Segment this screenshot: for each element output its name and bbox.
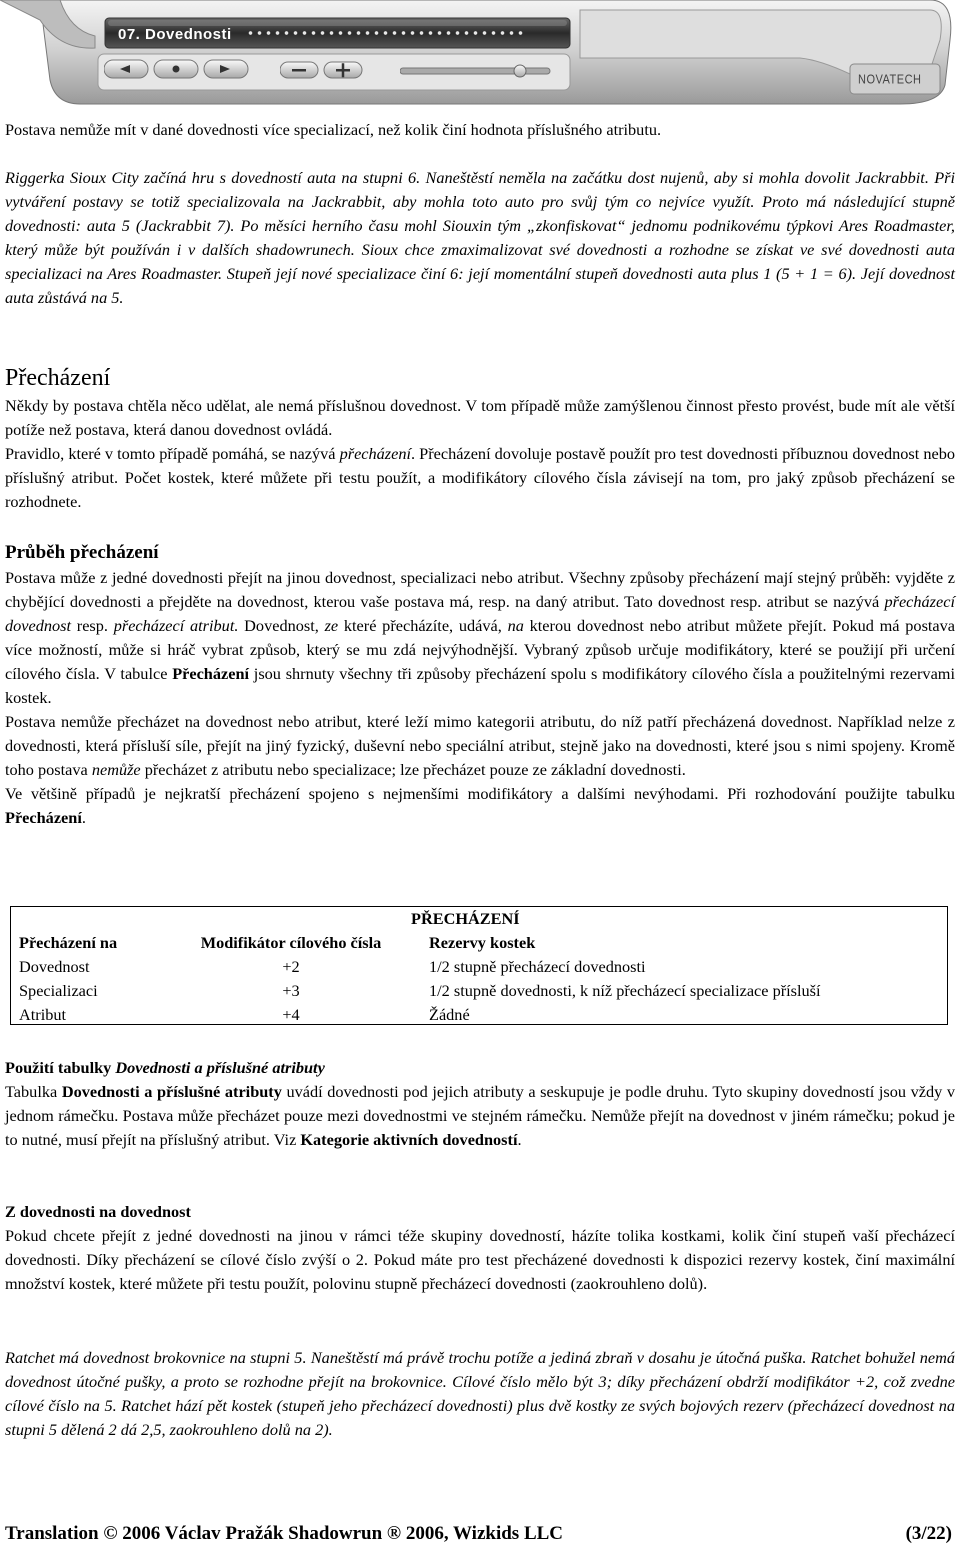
- slider-knob[interactable]: [514, 65, 526, 77]
- table-cell: +3: [282, 981, 300, 1000]
- volume-controls: [280, 60, 370, 84]
- brand-logo: NOVATECH: [858, 72, 922, 88]
- table-cell: 1/2 stupně dovednosti, k níž přecházecí specializace přísluší: [429, 981, 821, 1000]
- header-graphic: [0, 0, 960, 108]
- zdovednosti-example-box: [5, 1346, 955, 1442]
- table-header-row: [19, 931, 947, 955]
- page-number: (3/22): [905, 1523, 952, 1544]
- section-heading-prechazeni: Přecházení: [5, 365, 111, 391]
- page-footer: [5, 1522, 952, 1546]
- intro-example: Riggerka Sioux City začíná hru s dovedností auta na stupni 6. Naneštěstí neměla na začátku dost nujenů, aby si mohla dovolit Jackrabbit. Při vytváření postavy se totiž specializovala na Jackrabbit, aby mohla toto auto pro svůj tým co nejvíce využít. Proto má následující stupně dovednosti: auta 5 (Jackrabbit 7). Po měsíci herního času mohl Siouxin tým „zkonfiskovat“ jednomu podnikovému týpkovi Ares Roadmaster, který může být používán i v dalších shadowrunech. Sioux chce zmaximalizovat své dovednosti a rozhodne se získat ve své dovednosti auta specializaci na Ares Roadmaster. Stupeň její nové specializace činí 6: její momentální stupeň dovednosti auta plus 1 (5 + 1 = 6). Její dovednost auta zůstává na 5.: [5, 168, 955, 307]
- zdovednosti-heading: Z dovednosti na dovednost: [5, 1202, 191, 1221]
- intro-example-box: [5, 166, 955, 310]
- table-caption: PŘECHÁZENÍ: [411, 909, 520, 928]
- table-cell: 1/2 stupně přecházecí dovednosti: [429, 957, 646, 976]
- table-cell: Dovednost: [19, 957, 90, 976]
- table-row: [19, 1003, 947, 1027]
- prechazeni-table: [10, 906, 948, 1025]
- slider-track[interactable]: [400, 62, 560, 82]
- intro-section: [5, 118, 955, 142]
- table-row: [19, 955, 947, 979]
- footer-copyright: Translation © 2006 Václav Pražák Shadowrun ® 2006, Wizkids LLC: [5, 1523, 564, 1544]
- prechazeni-p2: Pravidlo, které v tomto případě pomáhá, se nazývá přecházení. Přecházení dovoluje postavě použít pro test dovednosti příbuznou dovednost nebo příslušný atribut. Počet kostek, které můžete při testu použít, a modifikátory cílového čísla závisejí na tom, pro jaký způsob přecházení se rozhodnete.: [5, 444, 955, 511]
- stop-icon: [173, 66, 180, 73]
- playback-controls: [104, 58, 254, 82]
- intro-rule: Postava nemůže mít v dané dovednosti více specializací, než kolik činí hodnota příslušného atributu.: [5, 120, 662, 139]
- table-cell: +4: [282, 1005, 300, 1024]
- table-header-cell: Rezervy kostek: [429, 933, 536, 952]
- zdovednosti-section: [5, 1200, 955, 1296]
- table-header-cell: Přecházení na: [19, 933, 118, 952]
- zdovednosti-example: Ratchet má dovednost brokovnice na stupni 5. Naneštěstí má právě trochu potíže a jediná zbraň v dosahu je útočná puška. Ratchet bohužel nemá dovednost útočné pušky, a proto se rozhodne přejít na brokovnice. Cílové číslo mělo být 3; díky přecházení obdrží modifikátor +2, což zvedne cílové číslo na 5. Ratchet hází pět kostek (stupeň jeho přecházecí dovednosti) plus dvě kostky ze svých bojových rezerv (přecházecí dovednost na stupni 5 dělená 2 dá 2,5, zaokrouhleno dolů na 2).: [5, 1348, 955, 1439]
- prubeh-p1: Postava může z jedné dovednosti přejít na jinou dovednost, specializaci nebo atribut. Všechny způsoby přecházení mají stejný průběh: vyjděte z chybějící dovednosti a přejděte na dovednost, kterou vaše postava má, resp. na daný atribut. Tato dovednost resp. atribut se nazývá přecházecí dovednost resp. přecházecí atribut. Dovednost, ze které přecházíte, udává, na kterou dovednost nebo atribut můžete přejít. Pokud má postava více možností, může si hráč vybrat způsob, který se mu zdá nejvýhodnější. Vybraný způsob určuje modifikátory, které se použijí při určení cílového čísla. V tabulce Přecházení jsou shrnuty všechny tři způsoby přecházení spolu s modifikátory cílového čísla a použitelnými rezervami kostek.: [5, 568, 956, 707]
- table-row: [19, 979, 947, 1003]
- table-header-cell: Modifikátor cílového čísla: [200, 933, 382, 952]
- table-cell: Žádné: [429, 1005, 470, 1024]
- table-cell: Specializaci: [19, 981, 98, 1000]
- table-cell: +2: [282, 957, 300, 976]
- minus-icon: [292, 69, 306, 72]
- pouziti-heading: Použití tabulky Dovednosti a příslušné atributy: [5, 1058, 325, 1077]
- table-cell: Atribut: [19, 1005, 67, 1024]
- prubeh-body: [5, 566, 955, 830]
- prechazeni-body: [5, 394, 955, 514]
- pouziti-p1: Tabulka Dovednosti a příslušné atributy uvádí dovednosti pod jejich atributy a seskupuje je podle druhu. Tyto skupiny dovedností jsou vždy v jednom rámečku. Postava může přecházet pouze mezi dovednostmi ve stejném rámečku. Nemůže přejít na dovednost v jiném rámečku; pokud je to nutné, musí přejít na příslušný atribut. Viz Kategorie aktivních dovedností.: [5, 1082, 955, 1149]
- prubeh-p2: Postava nemůže přecházet na dovednost nebo atribut, které leží mimo kategorii atributu, do níž patří přecházená dovednost. Například nelze z dovednosti, která přísluší síle, přejít na jiný fyzický, duševní nebo speciální atribut, stejně jako na dovednosti, které jsou s nimi spojeny. Kromě toho postava nemůže přecházet z atributu nebo specializace; lze přecházet pouze ze základní dovednosti.: [5, 712, 955, 779]
- prubeh-p3: Ve většině případů je nejkratší přecházení spojeno s nejmenšími modifikátory a dalšími nevýhodami. Při rozhodování použijte tabulku Přecházení.: [5, 784, 955, 827]
- prechazeni-p1: Někdy by postava chtěla něco udělat, ale nemá příslušnou dovednost. V tom případě může zamýšlenou činnost přesto provést, bude mít ale větší potíže než postava, která danou dovednost ovládá.: [5, 396, 955, 439]
- title-dots: [246, 27, 526, 39]
- chapter-title: 07. Dovednosti: [118, 26, 232, 43]
- device-frame-graphic: [0, 0, 960, 108]
- pouziti-section: [5, 1056, 955, 1152]
- zdovednosti-p1: Pokud chcete přejít z jedné dovednosti na jinou v rámci téže skupiny dovedností, házíte tolika kostkami, kolik činí stupeň vaší přecházecí dovednosti. Díky přecházení se cílové číslo zvýší o 2. Pokud máte pro test přecházené dovednosti k dispozici rezervy kostek, činí maximální množství kostek, které můžete při testu použít, polovinu stupně přecházecí dovednosti (zaokrouhleno dolů).: [5, 1226, 955, 1293]
- section-heading-prubeh: Průběh přecházení: [5, 542, 159, 563]
